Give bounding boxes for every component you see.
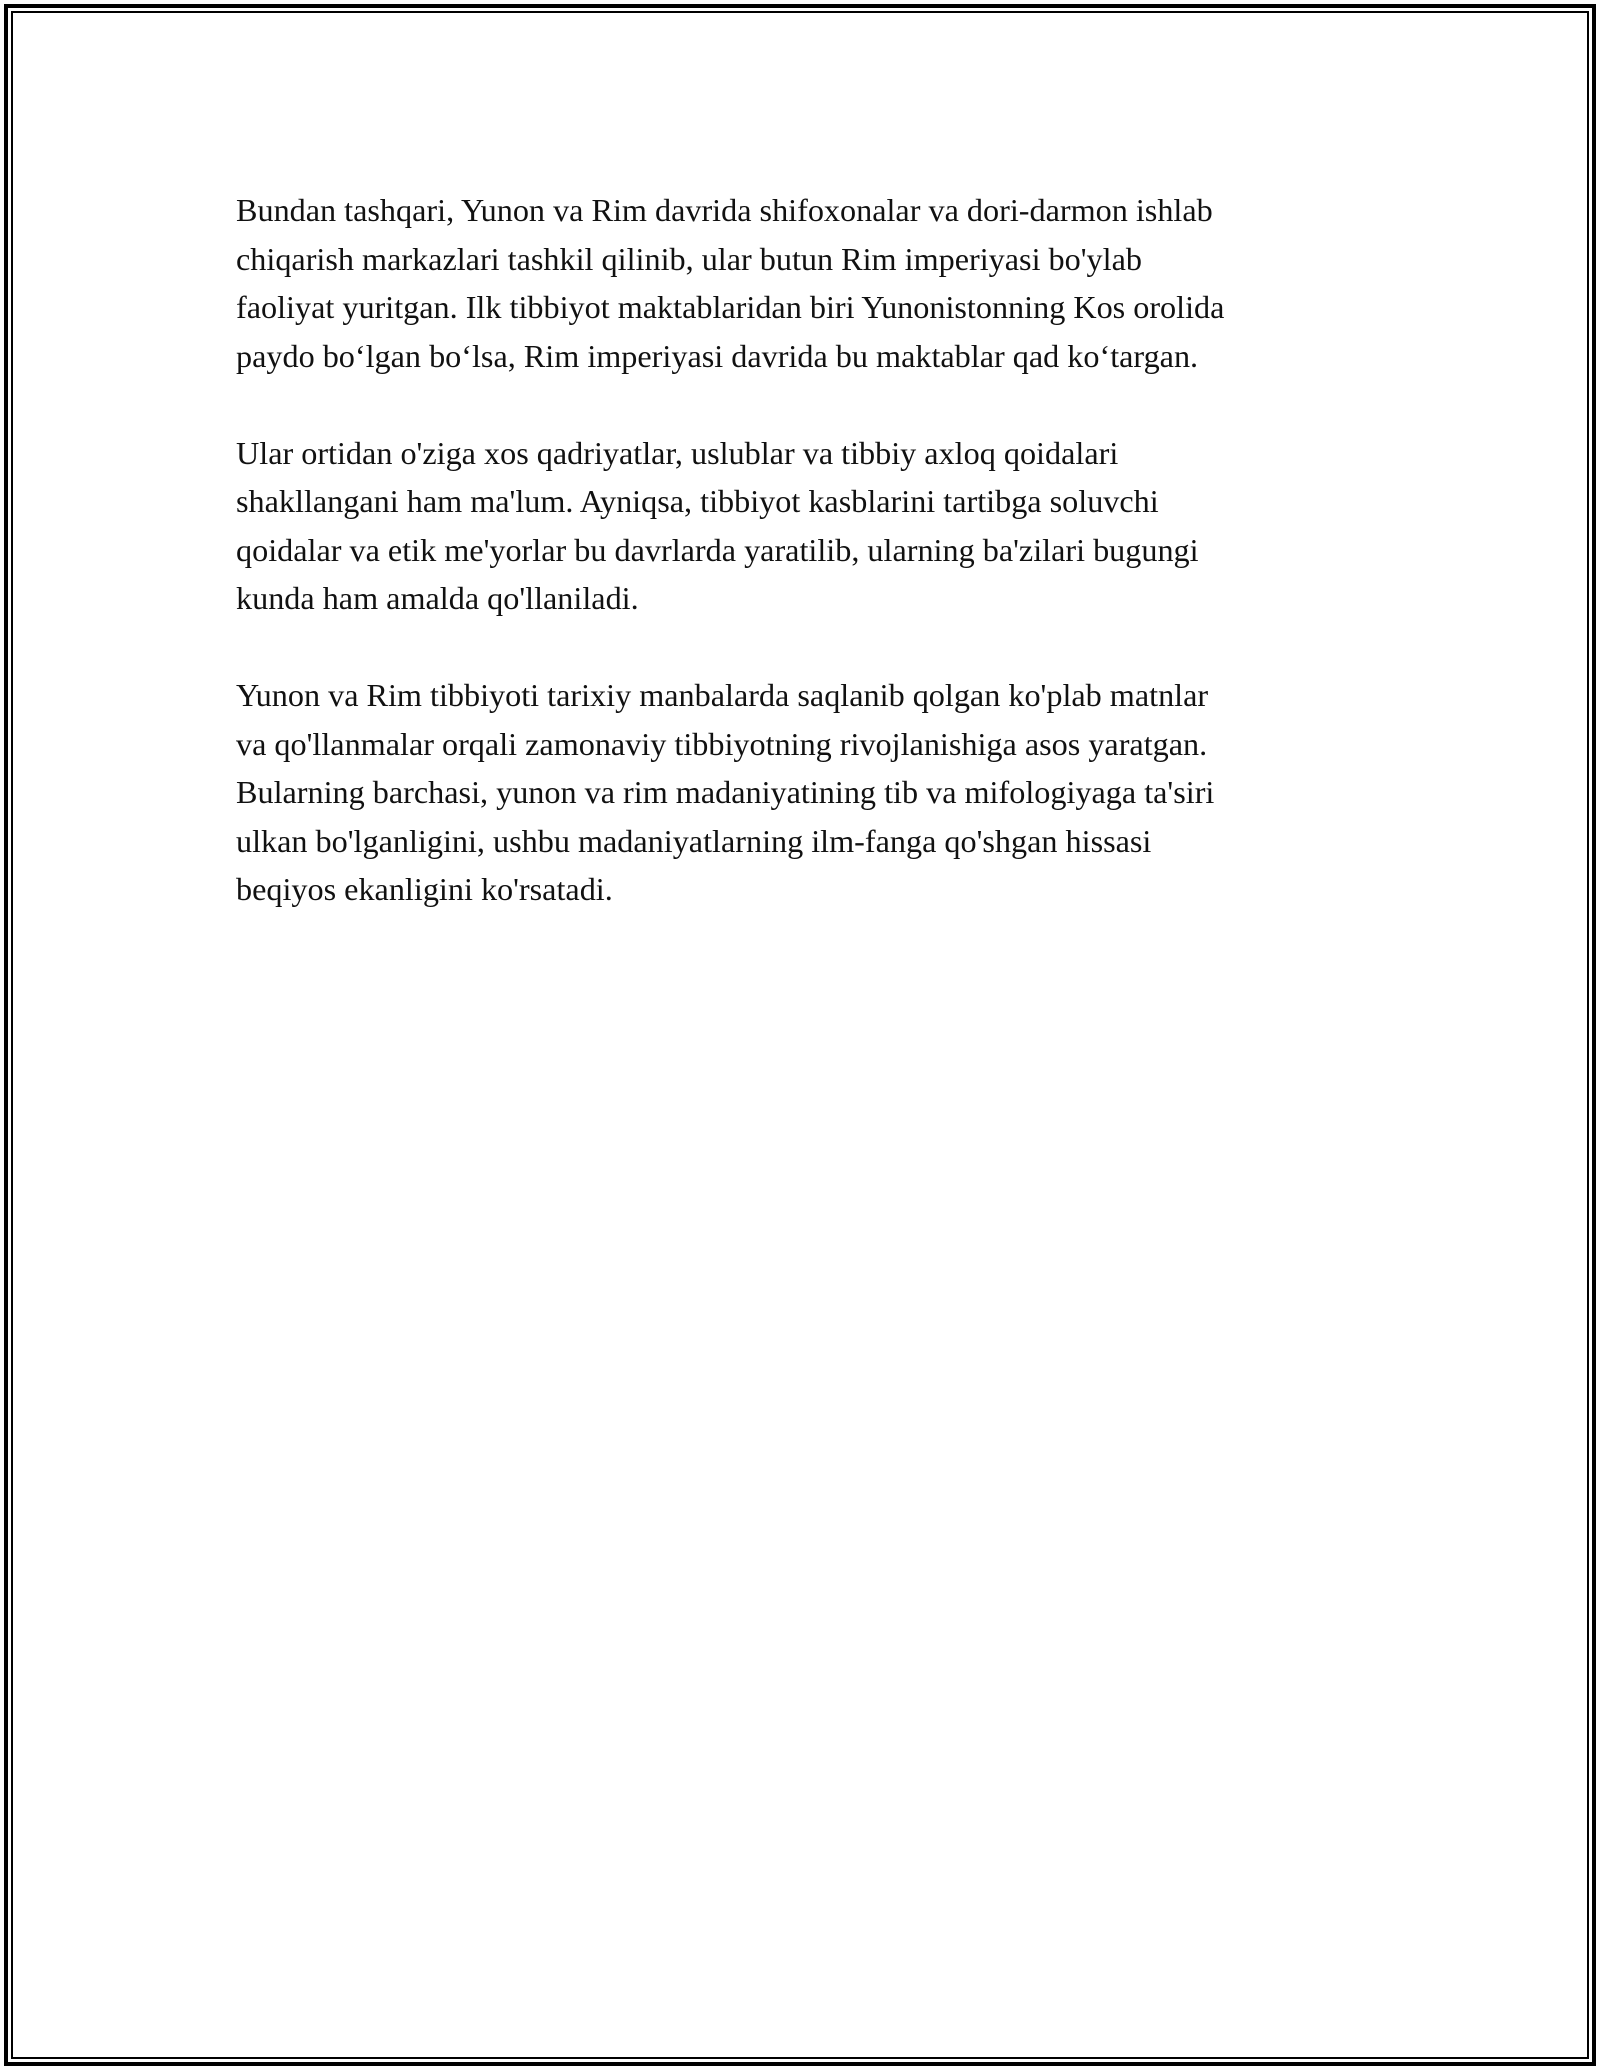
paragraph-1 (236, 186, 1396, 380)
document-body (236, 186, 1396, 962)
paragraph-2 (236, 429, 1396, 623)
text-line: chiqarish markazlari tashkil qilinib, ular butun Rim imperiyasi bo'ylab (236, 240, 1142, 277)
text-line: faoliyat yuritgan. Ilk tibbiyot maktablaridan biri Yunonistonning Kos orolida (236, 289, 1225, 325)
paragraph-3 (236, 671, 1396, 914)
text-line: kunda ham amalda qo'llaniladi. (236, 580, 639, 616)
text-line: qoidalar va etik me'yorlar bu davrlarda yaratilib, ularning ba'zilari bugungi (236, 531, 1199, 568)
text-line: Ular ortidan o'ziga xos qadriyatlar, uslublar va tibbiy axloq qoidalari (236, 434, 1119, 471)
text-line: va qo'llanmalar orqali zamonaviy tibbiyotning rivojlanishiga asos yaratgan. (236, 725, 1208, 762)
text-line: shakllangani ham ma'lum. Ayniqsa, tibbiyot kasblarini tartibga soluvchi (236, 483, 1159, 519)
text-line: paydo bo‘lgan bo‘lsa, Rim imperiyasi davrida bu maktablar qad ko‘targan. (236, 337, 1199, 374)
text-line: Bundan tashqari, Yunon va Rim davrida shifoxonalar va dori-darmon ishlab (236, 192, 1213, 228)
text-line: Yunon va Rim tibbiyoti tarixiy manbalarda saqlanib qolgan ko'plab matnlar (236, 677, 1209, 713)
text-line: ulkan bo'lganligini, ushbu madaniyatlarning ilm-fanga qo'shgan hissasi (236, 822, 1152, 859)
text-line: Bularning barchasi, yunon va rim madaniyatining tib va mifologiyaga ta'siri (236, 774, 1215, 810)
text-line: beqiyos ekanligini ko'rsatadi. (236, 871, 613, 907)
